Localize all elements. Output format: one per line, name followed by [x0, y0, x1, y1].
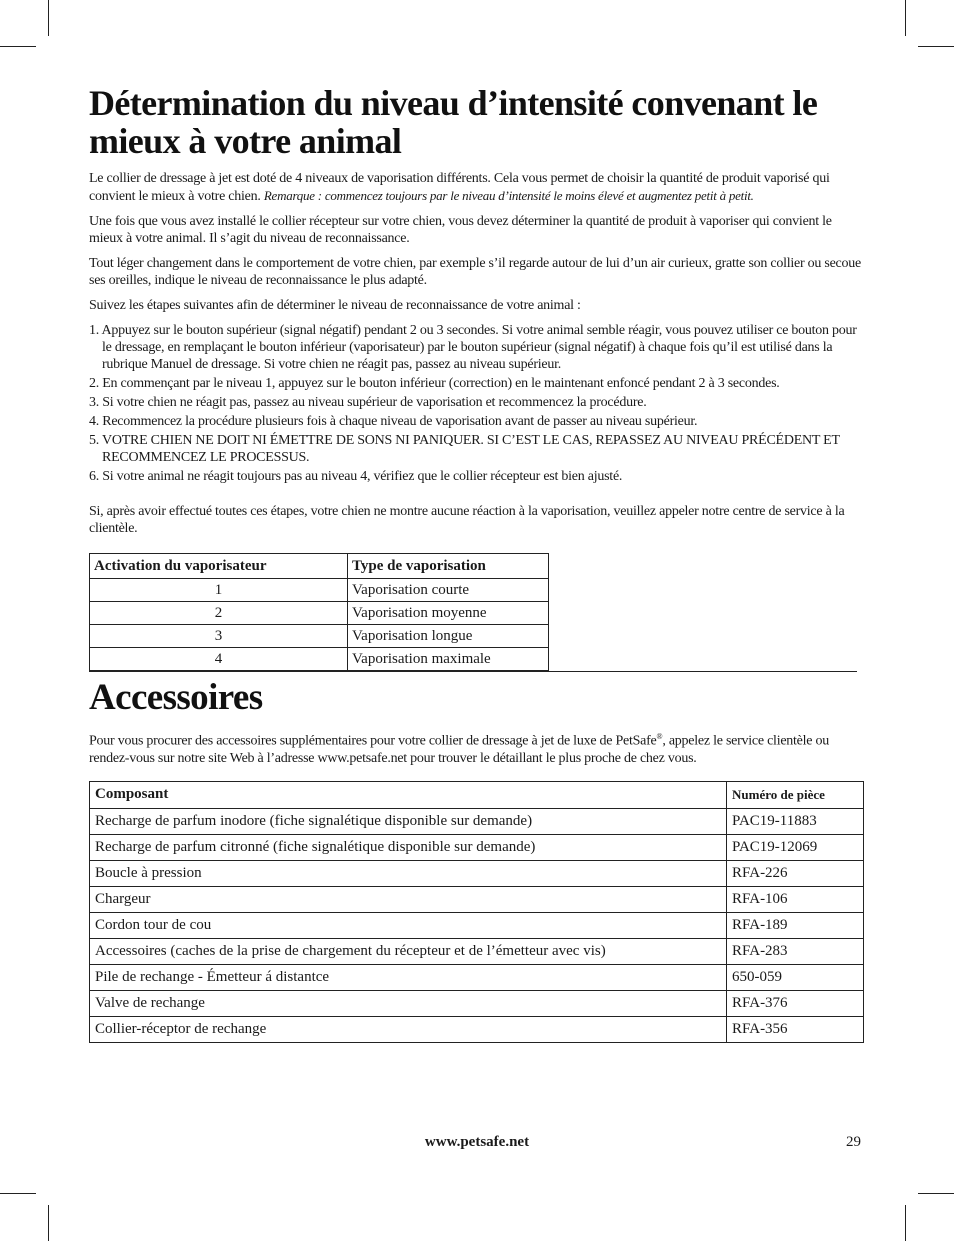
crop-mark	[905, 0, 906, 36]
column-header: Type de vaporisation	[348, 554, 549, 579]
component-cell: Collier-réceptor de rechange	[90, 1016, 727, 1042]
column-header: Numéro de pièce	[727, 781, 864, 808]
level-cell: 3	[90, 625, 348, 648]
part-number-cell: 650-059	[727, 964, 864, 990]
spray-type-cell: Vaporisation courte	[348, 579, 549, 602]
page-number: 29	[846, 1134, 861, 1150]
accessories-paragraph	[89, 728, 864, 767]
spray-type-cell: Vaporisation maximale	[348, 648, 549, 671]
table-row	[90, 579, 549, 602]
table-row	[90, 912, 864, 938]
crop-mark	[0, 46, 36, 47]
intro-note: Remarque : commencez toujours par le niveau d’intensité le moins élevé et augmentez petit à petit.	[263, 188, 754, 203]
table-row	[90, 834, 864, 860]
table-header-row	[90, 554, 549, 579]
table-row	[90, 648, 549, 671]
column-header: Composant	[90, 781, 727, 808]
component-cell: Boucle à pression	[90, 860, 727, 886]
page-title: Détermination du niveau d’intensité convenant le mieux à votre animal	[89, 83, 818, 161]
registered-mark: ®	[656, 732, 663, 741]
component-cell: Cordon tour de cou	[90, 912, 727, 938]
component-cell: Recharge de parfum inodore (fiche signalétique disponible sur demande)	[90, 808, 727, 834]
component-cell: Chargeur	[90, 886, 727, 912]
part-number-cell: PAC19-12069	[727, 834, 864, 860]
part-number-cell: RFA-106	[727, 886, 864, 912]
intro-text: Le collier de dressage à jet est doté de 4 niveaux de vaporisation différents. Cela vous permet de choisir la quantité de produit vaporisé qui convient le mieux à votre chien.	[89, 171, 830, 204]
step-item: 6. Si votre animal ne réagit toujours pas au niveau 4, vérifiez que le collier récepteur est bien ajusté.	[89, 469, 623, 484]
level-cell: 2	[90, 602, 348, 625]
part-number-cell: PAC19-11883	[727, 808, 864, 834]
behavior-paragraph: Tout léger changement dans le comportement de votre chien, par exemple s’il regarde autour de lui d’un air curieux, gratte son collier ou secoue ses oreilles, indique le niveau de reconnaissance le plus adapté.	[89, 256, 861, 288]
level-cell: 1	[90, 579, 348, 602]
step-item: 2. En commençant par le niveau 1, appuyez sur le bouton inférieur (correction) en le maintenant enfoncé pendant 2 à 3 secondes.	[89, 376, 780, 391]
part-number-cell: RFA-376	[727, 990, 864, 1016]
accessories-heading: Accessoires	[89, 677, 263, 718]
footer-url: www.petsafe.net	[424, 1134, 530, 1150]
step-item: 1. Appuyez sur le bouton supérieur (signal négatif) pendant 2 ou 3 secondes. Si votre animal semble réagir, vous pouvez utiliser ce bouton pour le dressage, en remplaçant le bouton inférieur (vaporisateur) par le bouton supérieur (signal négatif) à chaque fois qu’il est utilisé dans la rubrique Manuel de dressage. Si votre chien ne réagit pas, passez au niveau supérieur.	[89, 323, 857, 372]
install-paragraph: Une fois que vous avez installé le collier récepteur sur votre chien, vous devez déterminer la quantité de produit à vaporiser qui convient le mieux à votre animal. Il s’agit du niveau de reconnaissance.	[89, 214, 832, 246]
parts-table	[89, 781, 864, 1043]
table-row	[90, 938, 864, 964]
section-divider	[89, 671, 857, 672]
accessories-text: Pour vous procurer des accessoires supplémentaires pour votre collier de dressage à jet de luxe de PetSafe	[89, 733, 657, 749]
table-header-row	[90, 781, 864, 808]
column-header: Activation du vaporisateur	[90, 554, 348, 579]
steps-intro: Suivez les étapes suivantes afin de déterminer le niveau de reconnaissance de votre animal :	[89, 298, 581, 313]
table-row	[90, 602, 549, 625]
step-item: 4. Recommencez la procédure plusieurs fois à chaque niveau de vaporisation avant de passer au niveau supérieur.	[89, 414, 698, 429]
crop-mark	[918, 1193, 954, 1194]
steps-list	[89, 322, 864, 485]
crop-mark	[0, 1193, 36, 1194]
crop-mark	[48, 1205, 49, 1241]
spray-type-cell: Vaporisation moyenne	[348, 602, 549, 625]
part-number-cell: RFA-226	[727, 860, 864, 886]
component-cell: Recharge de parfum citronné (fiche signalétique disponible sur demande)	[90, 834, 727, 860]
part-number-cell: RFA-283	[727, 938, 864, 964]
spray-level-table	[89, 553, 549, 671]
table-row	[90, 860, 864, 886]
crop-mark	[905, 1205, 906, 1241]
table-row	[90, 808, 864, 834]
crop-mark	[918, 46, 954, 47]
table-row	[90, 1016, 864, 1042]
table-row	[90, 886, 864, 912]
crop-mark	[48, 0, 49, 36]
page-content	[89, 84, 864, 1043]
table-row	[90, 964, 864, 990]
closing-paragraph: Si, après avoir effectué toutes ces étapes, votre chien ne montre aucune réaction à la vaporisation, veuillez appeler notre centre de service à la clientèle.	[89, 504, 845, 536]
component-cell: Accessoires (caches de la prise de chargement du récepteur et de l’émetteur avec vis)	[90, 938, 727, 964]
component-cell: Valve de rechange	[90, 990, 727, 1016]
part-number-cell: RFA-356	[727, 1016, 864, 1042]
level-cell: 4	[90, 648, 348, 671]
table-row	[90, 990, 864, 1016]
table-row	[90, 625, 549, 648]
step-item: 5. VOTRE CHIEN NE DOIT NI ÉMETTRE DE SONS NI PANIQUER. SI C’EST LE CAS, REPASSEZ AU NIVEAU PRÉCÉDENT ET RECOMMENCEZ LE PROCESSUS.	[89, 433, 840, 465]
component-cell: Pile de rechange - Émetteur á distantce	[90, 964, 727, 990]
spray-type-cell: Vaporisation longue	[348, 625, 549, 648]
accessories-text-end: , appelez le service clientèle ou rendez-vous sur notre site Web à l’adresse www.petsafe.net pour trouver le détaillant le plus proche de chez vous.	[89, 733, 829, 766]
intro-paragraph	[89, 170, 864, 205]
step-item: 3. Si votre chien ne réagit pas, passez au niveau supérieur de vaporisation et recommencez la procédure.	[89, 395, 647, 410]
part-number-cell: RFA-189	[727, 912, 864, 938]
